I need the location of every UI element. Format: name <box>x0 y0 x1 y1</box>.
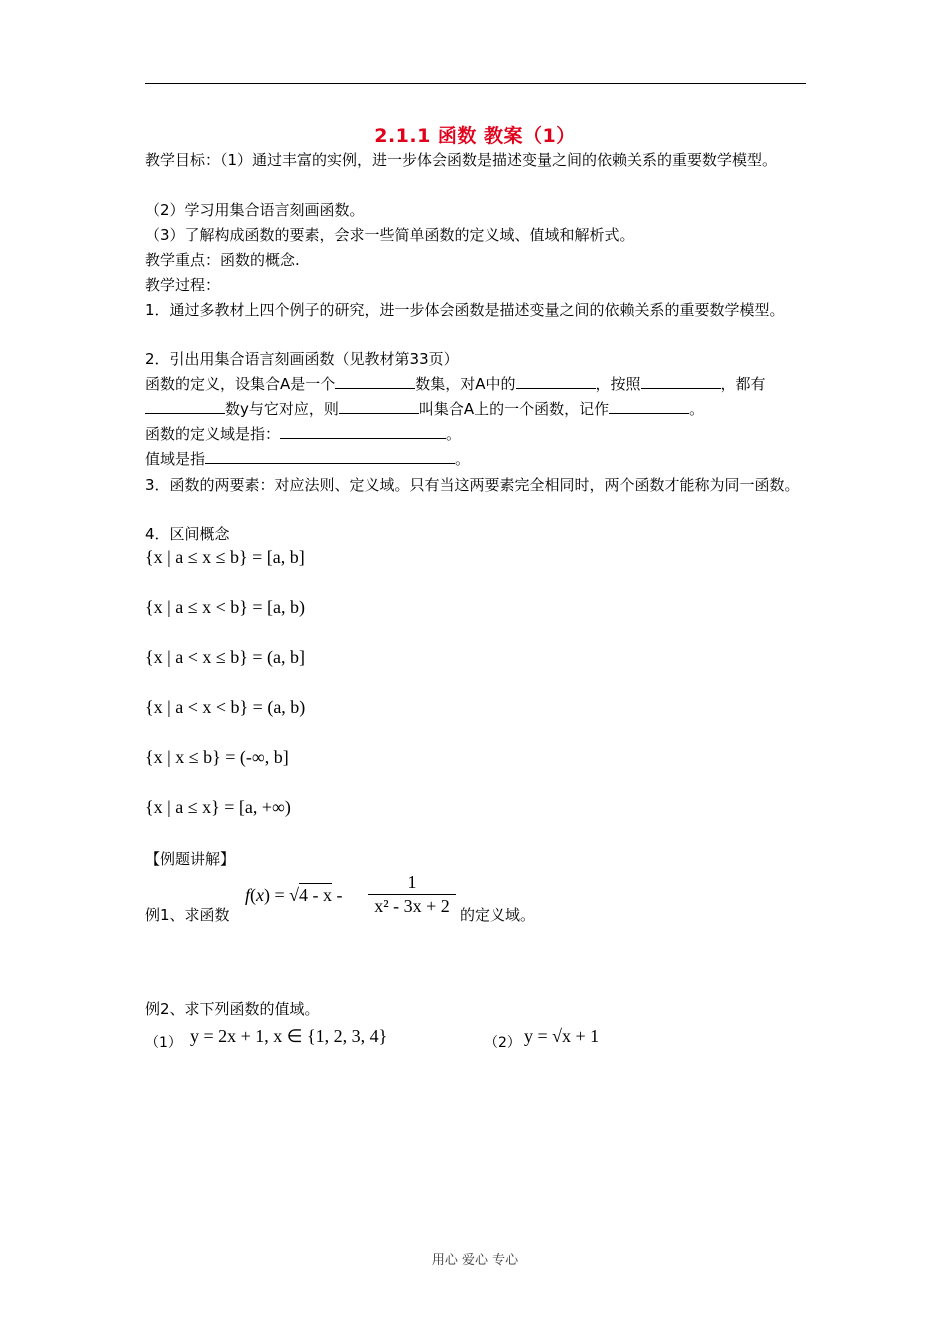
process-heading: 教学过程： <box>145 276 221 294</box>
objective-2: （2）学习用集合语言刻画函数。 <box>145 201 365 219</box>
punct: 。 <box>446 425 462 443</box>
page-title: 2.1.1 函数 教案（1） <box>374 125 576 147</box>
step-4: 4．区间概念 <box>145 525 230 543</box>
definition-text: 。 <box>689 400 705 418</box>
fill-blank[interactable] <box>609 399 689 414</box>
definition-text: 数y与它对应，则 <box>225 400 339 418</box>
range-label: 值域是指 <box>145 450 206 468</box>
header-rule <box>145 83 806 84</box>
step-3: 3．函数的两要素：对应法则、定义域。只有当这两要素完全相同时，两个函数才能称为同一函数。 <box>145 476 800 494</box>
domain-label: 函数的定义域是指： <box>145 425 281 443</box>
example-1-lhs: f(x) = √4 - x - <box>245 885 343 905</box>
definition-text: 数集，对A中的 <box>415 375 516 393</box>
fill-blank[interactable] <box>516 374 596 389</box>
fill-blank[interactable] <box>641 374 721 389</box>
domain-definition <box>145 423 461 445</box>
example-1-prefix: 例1、求函数 <box>145 906 230 924</box>
definition-line-2 <box>145 398 704 420</box>
objective-1: 教学目标：（1）通过丰富的实例，进一步体会函数是描述变量之间的依赖关系的重要数学模型。 <box>145 151 778 169</box>
objective-3: （3）了解构成函数的要素，会求一些简单函数的定义域、值域和解析式。 <box>145 226 635 244</box>
step-2: 2．引出用集合语言刻画函数（见教材第33页） <box>145 350 459 368</box>
example-1-fraction <box>368 872 456 917</box>
example-1-numerator: 1 <box>407 872 417 892</box>
example-2-part2-math: y = √x + 1 <box>524 1026 600 1046</box>
definition-text: 叫集合A上的一个函数，记作 <box>418 400 610 418</box>
interval-open: {x | a < x < b} = (a, b) <box>145 697 306 717</box>
step-1: 1．通过多教材上四个例子的研究，进一步体会函数是描述变量之间的依赖关系的重要数学模型。 <box>145 301 785 319</box>
interval-open-closed: {x | a < x ≤ b} = (a, b] <box>145 647 306 667</box>
key-point: 教学重点：函数的概念. <box>145 251 300 269</box>
example-1-sqrt-arg: 4 - x <box>299 885 333 905</box>
definition-text: ，按照 <box>595 375 641 393</box>
example-2-text: 例2、求下列函数的值域。 <box>145 1000 320 1018</box>
interval-closed: {x | a ≤ x ≤ b} = [a, b] <box>145 547 305 567</box>
examples-heading: 【例题讲解】 <box>145 850 236 868</box>
definition-text: 函数的定义，设集合A是一个 <box>145 375 336 393</box>
definition-text: ，都有 <box>720 375 766 393</box>
fill-blank[interactable] <box>205 449 455 464</box>
example-2-part1-label: （1） <box>145 1035 182 1051</box>
page-footer: 用心 爱心 专心 <box>431 1253 519 1268</box>
interval-pos-infinity: {x | a ≤ x} = [a, +∞) <box>145 797 291 817</box>
fill-blank[interactable] <box>339 399 419 414</box>
interval-neg-infinity: {x | x ≤ b} = (-∞, b] <box>145 747 289 767</box>
definition-line-1 <box>145 373 766 395</box>
interval-closed-open: {x | a ≤ x < b} = [a, b) <box>145 597 306 617</box>
range-definition <box>145 448 470 470</box>
example-1-denominator: x² - 3x + 2 <box>368 894 456 917</box>
example-1-suffix: 的定义域。 <box>460 906 536 924</box>
fill-blank[interactable] <box>145 399 225 414</box>
fill-blank[interactable] <box>280 424 446 439</box>
fill-blank[interactable] <box>335 374 415 389</box>
punct: 。 <box>455 450 471 468</box>
example-2-part2-label: （2） <box>484 1035 521 1051</box>
example-2-part1-math: y = 2x + 1, x ∈ {1, 2, 3, 4} <box>190 1026 388 1046</box>
